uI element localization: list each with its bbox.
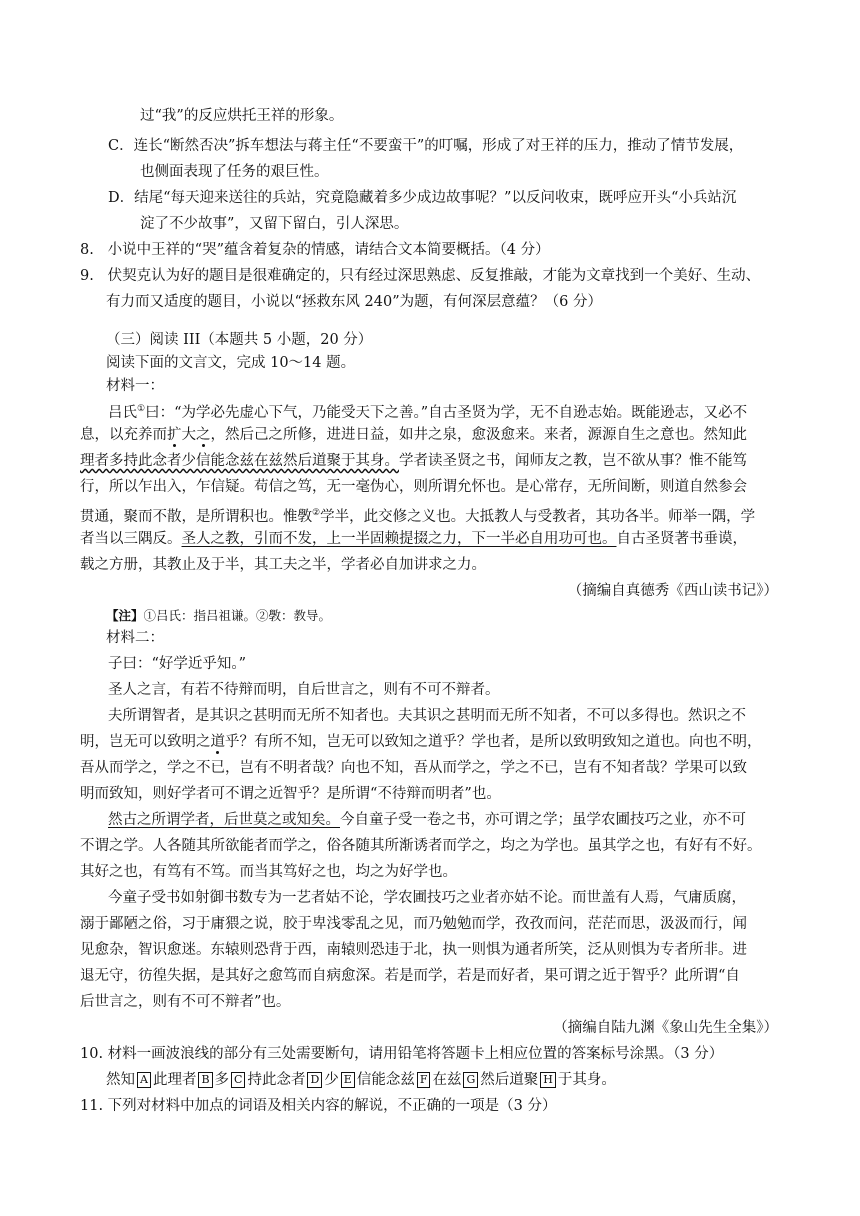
- question-8: 8. 小说中王祥的“哭”蕴含着复杂的情感，请结合文本简要概括。（4 分）: [80, 242, 550, 258]
- option-d-line2: 淀了不少故事”，又留下留白，引人深思。: [140, 216, 409, 232]
- wavy-underlined-passage: 理者多持此念者少信能念兹在兹然后道聚于其身。: [80, 453, 399, 469]
- question-10: 10. 材料一画波浪线的部分有三处需要断句，请用铅笔将答题卡上相应位置的答案标号涂黑。（3 分）: [80, 1046, 724, 1062]
- material-2-p13: 退无守，彷徨失据，是其好之愈笃而自病愈深。若是而学，若是而好者，果可谓之近于智乎？此所谓“自: [80, 968, 740, 984]
- option-d-line1: D．结尾“每天迎来送往的兵站，究竟隐藏着多少成边故事呢？”以反问收束，既呼应开头“小兵站沉: [108, 190, 737, 206]
- option-b-tail: 过“我”的反应烘托王祥的形象。: [140, 108, 344, 124]
- material-1-p5: 贯通，聚而不散，是所谓积也。惟斆②学半，此交修之义也。大抵教人与受教者，其功各半。师举一隅，学: [80, 508, 756, 525]
- material-2-p4: 明，岂无可以致明之道乎？有所不知，岂无可以致知之道乎？学也者，是所以致明致知之道也。向也不明，: [80, 734, 762, 750]
- material-2-p10: 今童子受书如射御书数专为一艺者姑不论，学农圃技巧之业者亦姑不论。而世盖有人焉，气庸质腐，: [108, 890, 746, 906]
- underlined-sentence-2: 然古之所谓学者，后世莫之或知矣。: [108, 812, 340, 828]
- material-1-label: 材料一：: [106, 378, 164, 394]
- material-2-p14: 后世言之，则有不可不辩者”也。: [80, 994, 291, 1010]
- source-1: （摘编自真德秀《西山读书记》）: [567, 583, 778, 599]
- option-box-e[interactable]: E: [341, 1072, 355, 1088]
- material-2-label: 材料二：: [106, 630, 164, 646]
- option-box-f[interactable]: F: [417, 1072, 431, 1088]
- material-1-p6: 者当以三隅反。圣人之教，引而不发，上一半固赖提掇之力，下一半必自用功可也。自古圣贤著书垂谟，: [80, 531, 747, 547]
- material-2-p9: 其好之也，有笃有不笃。而当其笃好之也，均之为好学也。: [80, 864, 457, 880]
- option-box-h[interactable]: H: [540, 1072, 556, 1088]
- question-9-line1: 9. 伏契克认为好的题目是很难确定的，只有经过深思熟虑、反复推敲，才能为文章找到一个美好、生动、: [80, 268, 761, 284]
- option-box-g[interactable]: G: [463, 1072, 478, 1088]
- question-9-line2: 有力而又适度的题目，小说以“拯救东风 240”为题，有何深层意蕴？（6 分）: [106, 294, 602, 310]
- material-1-p3: 理者多持此念者少信能念兹在兹然后道聚于其身。学者读圣贤之书，闻师友之教，岂不欲从事？惟不能笃: [80, 453, 747, 469]
- material-2-p2: 圣人之言，有若不待辩而明，自后世言之，则有不可不辩者。: [108, 682, 500, 698]
- section-3-instruction: 阅读下面的文言文，完成 10～14 题。: [106, 355, 356, 371]
- material-2-p6: 明而致知，则好学者可不谓之近智乎？是所谓“不待辩而明者”也。: [80, 786, 501, 802]
- material-1-p1: 吕氏①曰：“为学必先虚心下气，乃能受天下之善。”自古圣贤为学，无不自逊志始。既能逊志，又必不: [108, 404, 748, 421]
- material-2-p5: 吾从而学之，学之不已，岂有不明者哉？向也不知，吾从而学之，学之不已，岂有不知者哉？学果可以致: [80, 760, 747, 776]
- option-box-d[interactable]: D: [307, 1072, 322, 1088]
- question-10-options: 然知 A 此理者 B 多 C 持此念者 D 少 E 信能念兹 F 在兹 G 然后道聚 H 于其身。: [106, 1072, 616, 1088]
- material-2-p3: 夫所谓智者，是其识之甚明而无所不知者也。夫其识之甚明而无所不知者，不可以多得也。然识之不: [108, 708, 746, 724]
- dotted-word-dao: 道: [210, 734, 225, 750]
- material-2-p12: 见愈杂，智识愈迷。东辕则恐背于西，南辕则恐违于北，执一则惧为通者所笑，泛从则惧为专者所非。进: [80, 942, 747, 958]
- material-1-p2: 息，以充养而扩大之，然后己之所修，进进日益，如井之泉，愈汲愈来。来者，源源自生之意也。然知此: [80, 427, 747, 443]
- dotted-word-kuo: 扩: [167, 427, 182, 443]
- material-2-p1: 子曰：“好学近乎知。”: [108, 656, 247, 672]
- material-2-p11: 溺于鄙陋之俗，习于庸猥之说，胶于卑浅零乱之见，而乃勉勉而学，孜孜而问，茫茫而思，汲汲而行，闻: [80, 916, 747, 932]
- option-box-c[interactable]: C: [231, 1072, 245, 1088]
- option-box-b[interactable]: B: [198, 1072, 212, 1088]
- underlined-sentence-1: 圣人之教，引而不发，上一半固赖提掇之力，下一半必自用功可也。: [181, 531, 617, 547]
- material-2-p7: 然古之所谓学者，后世莫之或知矣。今自童子受一卷之书，亦可谓之学；虽学农圃技巧之业，亦不可: [108, 812, 746, 828]
- dotted-word-zhi: 之: [196, 427, 211, 443]
- source-2: （摘编自陆九渊《象山先生全集》）: [553, 1020, 778, 1036]
- question-11: 11. 下列对材料中加点的词语及相关内容的解说，不正确的一项是（3 分）: [80, 1098, 557, 1114]
- material-2-p8: 不谓之学。人各随其所欲能者而学之，俗各随其所渐诱者而学之，均之为学也。虽其学之也，有好有不好。: [80, 838, 762, 854]
- annotation-note: 【注】①吕氏：指吕祖谦。②斆：教导。: [106, 608, 332, 623]
- option-c-line1: C．连长“断然否决”拆车想法与蒋主任“不要蛮干”的叮嘱，形成了对王祥的压力，推动了情节发展，: [108, 138, 744, 154]
- section-3-heading: （三）阅读 III（本题共 5 小题，20 分）: [106, 332, 373, 348]
- material-1-p7: 载之方册，其教止及于半，其工夫之半，学者必自加讲求之力。: [80, 557, 486, 573]
- material-1-p4: 行，所以乍出入，乍信疑。苟信之笃，无一毫伪心，则所谓允怀也。是心常存，无所间断，则道自然参会: [80, 479, 747, 495]
- option-box-a[interactable]: A: [137, 1072, 151, 1088]
- option-c-line2: 也侧面表现了任务的艰巨性。: [140, 164, 329, 180]
